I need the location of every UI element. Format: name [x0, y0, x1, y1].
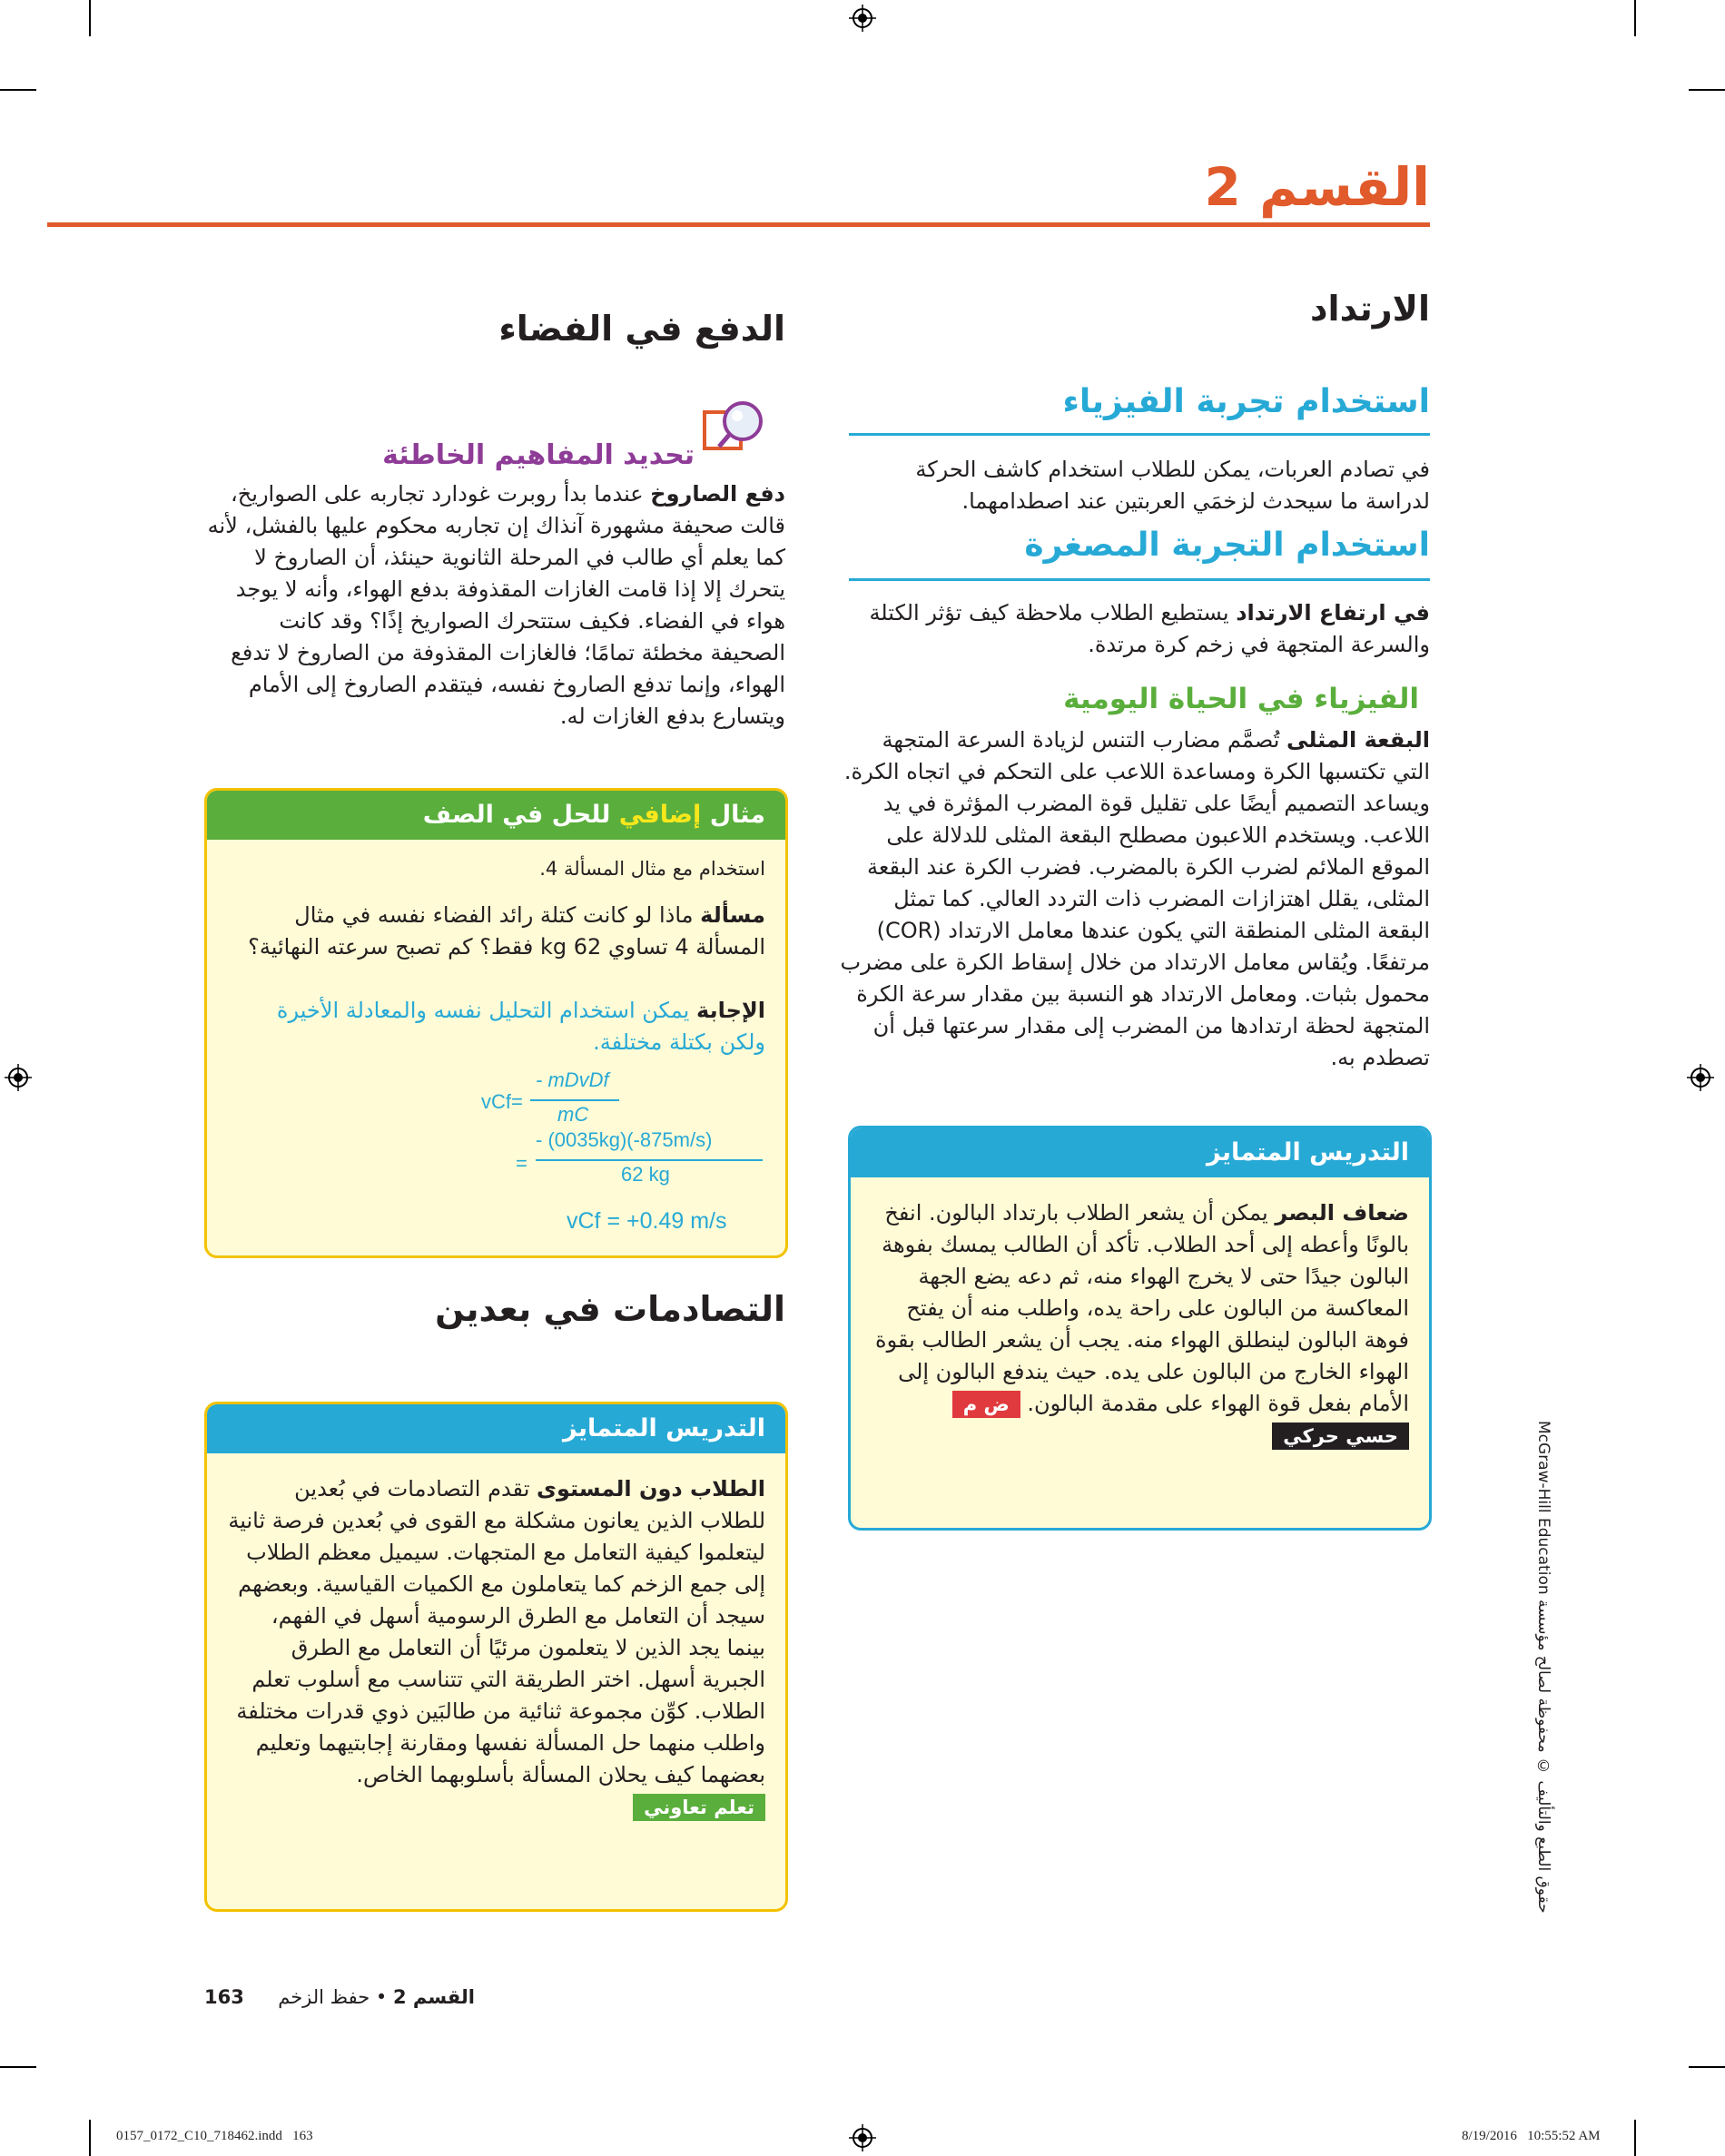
crop-mark [0, 2066, 36, 2068]
example-intro: استخدام مع مثال المسألة 4. [539, 858, 765, 880]
section-title-rule [47, 222, 1430, 227]
page-footer [204, 1986, 475, 2008]
registration-mark-icon [849, 2124, 876, 2151]
minilab-lead: في ارتفاع الارتداد [1236, 600, 1430, 625]
recoil-heading: الارتداد [1310, 289, 1430, 329]
below-level-lead: الطلاب دون المستوى [537, 1476, 765, 1501]
differentiated-instruction-title: التدريس المتمايز [207, 1404, 785, 1453]
differentiated-instruction-box-2 [204, 1402, 788, 1912]
equation-2-denominator: 62 kg [621, 1163, 670, 1186]
footer-chapter: • حفظ الزخم [278, 1986, 388, 2008]
equation-1-lhs: vCf= [481, 1090, 523, 1113]
misconception-paragraph [204, 478, 785, 733]
registration-mark-icon [849, 5, 876, 32]
differentiated-instruction-box-1 [848, 1126, 1432, 1531]
use-lab-rule [849, 433, 1430, 436]
crop-mark [1689, 89, 1725, 91]
tag-cooperative-learning: تعلم تعاوني [633, 1794, 765, 1821]
example-question-paragraph [227, 900, 765, 963]
equation-2-numerator: - (0035kg)(-875m/s) [536, 1128, 713, 1151]
section-title: القسم 2 [1204, 156, 1430, 218]
crop-mark [1689, 2066, 1725, 2068]
footer-section: القسم 2 [392, 1986, 475, 2008]
equation-1-fraction-bar [530, 1099, 619, 1101]
use-minilab-heading: استخدام التجربة المصغرة [1024, 527, 1430, 564]
additional-example-title [207, 791, 785, 840]
differentiated-instruction-title: التدريس المتمايز [851, 1128, 1429, 1177]
example-question-lead: مسألة [700, 902, 765, 928]
example-question: ماذا لو كانت كتلة رائد الفضاء نفسه في مثال المسألة 4 تساوي 62 kg فقط؟ كم تصبح سرعته النهائية؟ [248, 902, 765, 960]
example-title-part2: إضافي [618, 801, 702, 829]
sweet-spot-text: تُصمَّم مضارب التنس لزيادة السرعة المتجهة التي تكتسبها الكرة ومساعدة اللاعب على التحكم في اتجاه الكرة. ويساعد التصميم أيضًا على تقليل قوة المضرب المؤثرة في يد اللاعب. ويستخدم اللاعبون مصطلح البقعة المثلى للدلالة على الموقع الملائم لضرب الكرة بالمضرب. فضرب الكرة عند البقعة المثلى، يقلل اهتزازات المضرب ذات التردد العالي. كما تمثل البقعة المثلى المنطقة التي يكون عندها معامل الارتداد (COR) مرتفعًا. ويُقاس معامل الارتداد من خلال إسقاط الكرة على مضرب محمول بثبات. ومعامل الارتداد هو النسبة بين مقدار سرعة الكرة المتجهة لحظة ارتدادها من المضرب إلى مقدار سرعتها قبل أن تصطدم به. [840, 727, 1430, 1070]
equation-result: vCf = +0.49 m/s [567, 1208, 727, 1234]
everyday-physics-heading: الفيزياء في الحياة اليومية [1063, 683, 1419, 715]
crop-mark [1634, 0, 1636, 36]
equation-1-denominator: mC [557, 1103, 589, 1126]
minilab-paragraph [849, 597, 1430, 661]
crop-mark [0, 89, 36, 91]
additional-example-box [204, 788, 788, 1258]
minilab-text: يستطيع الطلاب ملاحظة كيف تؤثر الكتلة والسرعة المتجهة في زخم كرة مرتدة. [869, 600, 1430, 657]
magnifier-icon [701, 399, 768, 454]
slug-file: 0157_0172_C10_718462.indd 163 [116, 2129, 313, 2143]
registration-mark-icon [5, 1064, 32, 1091]
equation-2-fraction-bar [536, 1159, 763, 1161]
visually-impaired-text: يمكن أن يشعر الطلاب بارتداد البالون. انفخ بالونًا وأعطه إلى أحد الطلاب. تأكد أن الطالب يمسك بفوهة البالون جيدًا حتى لا يخرج الهواء منه، ثم دعه يضع الجهة المعاكسة من البالون على راحة يده، واطلب منه أن يفتح فوهة البالون لينطلق الهواء منه. يجب أن يشعر الطالب بقوة الهواء الخارج من البالون على يده. حيث يندفع البالون إلى الأمام بفعل قوة الهواء على مقدمة البالون. [875, 1200, 1409, 1416]
tag-red: ض م [952, 1391, 1020, 1418]
propulsion-heading: الدفع في الفضاء [498, 309, 785, 349]
below-level-text: تقدم التصادمات في بُعدين للطلاب الذين يعانون مشكلة مع القوى في بُعدين فرصة ثانية ليتعلموا كيفية التعامل مع المتجهات. سيميل معظم الطلاب إلى جمع الزخم كما يتعاملون مع الكميات القياسية. وبعضهم سيجد أن التعامل مع الطرق الرسومية أسهل في الفهم، بينما يجد الذين لا يتعلمون مرئيًا أن التعامل مع الطرق الجبرية أسهل. اختر الطريقة التي تتناسب مع أسلوب تعلم الطلاب. كوِّن مجموعة ثنائية من طالبَين ذوي قدرات مختلفة واطلب منهما حل المسألة نفسها ومقارنة إجابتيهما وتعليم بعضهما كيف يحلان المسألة بأسلوبهما الخاص. [228, 1476, 765, 1787]
misconception-heading: تحديد المفاهيم الخاطئة [382, 439, 695, 471]
below-level-paragraph [207, 1453, 785, 1832]
misconception-text: عندما بدأ روبرت غودارد تجاربه على الصواريخ، قالت صحيفة مشهورة آنذاك إن تجاربه محكوم عليها بالفشل، لأنه كما يعلم أي طالب في المرحلة الثانوية حينئذ، أن الصاروخ لا يتحرك إلا إذا قامت الغازات المقذوفة بدفع الهواء، وأنه لا يوجد هواء في الفضاء. فكيف ستتحرك الصواريخ إذًا؟ وقد كانت الصحيفة مخطئة تمامًا؛ فالغازات المقذوفة من الصاروخ لا تدفع الهواء، وإنما تدفع الصاروخ نفسه، فيتقدم الصاروخ إلى الأمام ويتسارع بدفع الغازات له. [207, 481, 785, 729]
example-answer: يمكن استخدام التحليل نفسه والمعادلة الأخيرة ولكن بكتلة مختلفة. [276, 998, 765, 1055]
misconception-lead: دفع الصاروخ [650, 481, 785, 507]
use-minilab-rule [849, 578, 1430, 581]
equation-1-numerator: - mDvDf [536, 1068, 609, 1091]
example-answer-lead: الإجابة [696, 998, 765, 1023]
use-lab-text: في تصادم العربات، يمكن للطلاب استخدام كاشف الحركة لدراسة ما سيحدث لزخمَي العربتين عند اصطدامهما. [915, 457, 1430, 514]
everyday-physics-paragraph [840, 724, 1430, 1074]
sweet-spot-lead: البقعة المثلى [1286, 727, 1430, 753]
example-title-part3: للحل في الصف [422, 801, 611, 829]
crop-mark [1634, 2120, 1636, 2156]
visually-impaired-paragraph [851, 1177, 1429, 1461]
collisions-2d-heading: التصادمات في بعدين [435, 1289, 785, 1329]
registration-mark-icon [1687, 1064, 1714, 1091]
visually-impaired-lead: ضعاف البصر [1275, 1200, 1409, 1226]
tag-kinesthetic: حسي حركي [1272, 1423, 1409, 1450]
slug-date: 8/19/2016 10:55:52 AM [1462, 2129, 1601, 2143]
side-copyright: حقوق الطبع والتأليف © محفوظة لصالح مؤسسة McGraw-Hill Education [1534, 1421, 1552, 1914]
equation-2-equals: = [516, 1152, 527, 1175]
use-lab-heading: استخدام تجربة الفيزياء [1062, 383, 1430, 420]
example-title-part1: مثال [709, 801, 765, 829]
crop-mark [89, 0, 91, 36]
example-answer-paragraph [227, 995, 765, 1058]
crop-mark [89, 2120, 91, 2156]
page-number: 163 [204, 1986, 244, 2008]
